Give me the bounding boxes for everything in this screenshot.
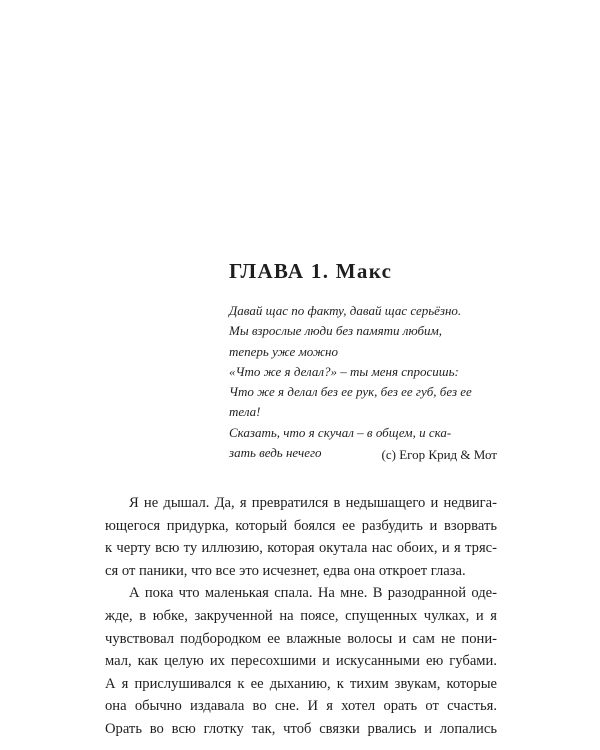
- epigraph-line: зать ведь нечего: [229, 445, 322, 461]
- paragraph-line: Орать во всю глотку так, чтоб связки рвались и лопались: [105, 720, 497, 737]
- paragraph-line: она обычно издавала во сне. И я хотел орать от счастья.: [105, 698, 497, 715]
- epigraph: [229, 301, 497, 463]
- chapter-title: ГЛАВА 1. Макс: [229, 259, 393, 283]
- paragraph-line: чувствовал подбородком ее влажные волосы и сам не пони-: [105, 630, 497, 647]
- paragraph-line: Я не дышал. Да, я превратился в недышащего и недвига-: [129, 495, 497, 511]
- epigraph-line: тела!: [229, 404, 261, 420]
- paragraph-line: А пока что маленькая спала. На мне. В разодранной оде-: [129, 585, 497, 602]
- epigraph-attribution: (с) Егор Крид & Мот: [381, 447, 497, 462]
- body-text: [105, 492, 497, 741]
- paragraph-line: ся от паники, что все это исчезнет, едва она откроет глаза.: [105, 562, 466, 579]
- epigraph-line: «Что же я делал?» – ты меня спросишь:: [229, 363, 459, 379]
- paragraph-line: жде, в юбке, закрученной на поясе, спущенных чулках, и я: [105, 607, 497, 624]
- epigraph-line: теперь уже можно: [229, 343, 338, 359]
- paragraph-line: мал, как целую их пересохшими и искусанными ею губами.: [105, 653, 497, 670]
- epigraph-line: Давай щас по факту, давай щас серьёзно.: [229, 303, 462, 318]
- epigraph-line: Что же я делал без ее рук, без ее губ, без ее: [229, 384, 472, 400]
- epigraph-line: Мы взрослые люди без памяти любим,: [229, 323, 443, 339]
- paragraph-line: А я прислушивался к ее дыханию, к тихим звукам, которые: [105, 675, 497, 692]
- paragraph-line: ющегося придурка, который боялся ее разбудить и взорвать: [105, 517, 497, 534]
- paragraph-line: к черту всю ту иллюзию, которая окутала нас обоих, и я тряс-: [105, 540, 497, 557]
- epigraph-line: Сказать, что я скучал – в общем, и ска-: [229, 424, 452, 440]
